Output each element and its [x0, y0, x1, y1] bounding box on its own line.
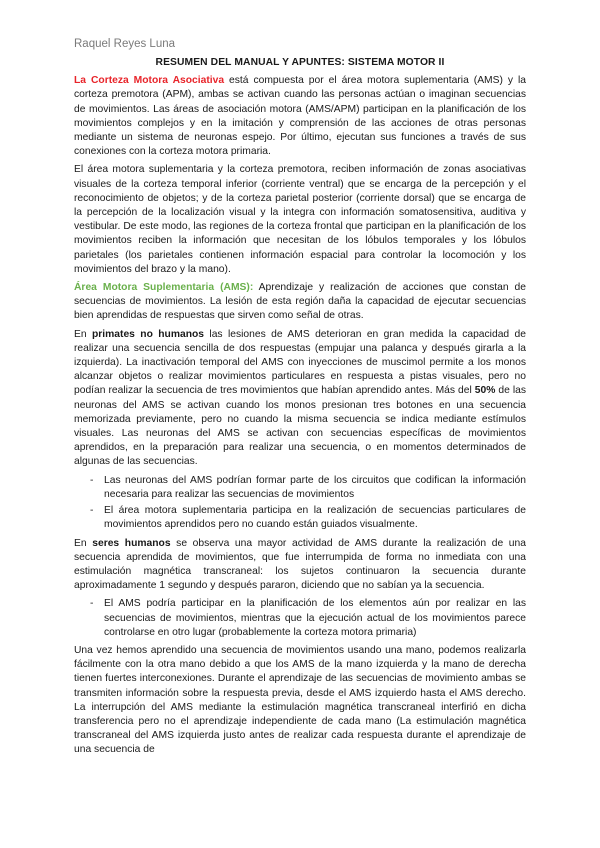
list-item-text: Las neuronas del AMS podrían formar parte de los circuitos que codifican la información necesaria para realizar las secuencias de movimientos: [104, 474, 526, 500]
author-name: Raquel Reyes Luna: [74, 38, 176, 50]
paragraph-text: se observa una mayor actividad de AMS durante la realización de una secuencia aprendida de movimientos, que fue interrumpida de forma no inmediata con una estimulación magnética transcraneal: los sujetos continuaron la secuencia durante aproximadamente 1 segundo y después pararon, diciendo que no sabían ya la secuencia.: [74, 537, 526, 592]
bold-primates-no-humanos: primates no humanos: [91, 328, 205, 340]
paragraph-text: de las neuronas del AMS se activan cuando los monos presionan tres botones en una secuencia memorizada previamente, pero no cuando la misma secuencia se indica mediante estímulos visuales. Las neuronas del AMS se activan con secuencias específicas de movimientos aprendidos, en la preparación para realizar una secuencia, o en momentos determinados de algunas de las secuencias.: [74, 385, 526, 468]
paragraph-corteza-motora-asociativa: [74, 74, 526, 159]
paragraph-primates: [74, 328, 526, 470]
page-title: RESUMEN DEL MANUAL Y APUNTES: SISTEMA MOTOR II: [155, 57, 445, 68]
list-item-text: El AMS podría participar en la planificación de los elementos aún por realizar en las secuencias de movimientos, mientras que la ejecución actual de los movimientos parece controlarse en otro lugar (probablemente la corteza motora primaria): [104, 598, 526, 638]
heading-area-motora-suplementaria: Área Motora Suplementaria (AMS):: [74, 282, 254, 294]
paragraph-ams: [74, 281, 526, 324]
paragraph-text: Aprendizaje y realización de acciones que constan de secuencias de movimientos. La lesión de esta región daña la capacidad de ejecutar secuencias bien aprendidas de respuestas que sirven como señal de otras.: [74, 282, 526, 322]
paragraph-text: las lesiones de AMS deterioran en gran medida la capacidad de realizar una secuencia sencilla de dos respuestas (empujar una palanca y después girarla a la izquierda). La inactivación temporal del AMS con inyecciones de muscimol permite a los monos alcanzar objetos o realizar movimientos particulares en respuesta a pistas visuales, pero no podían realizar la secuencia de tres movimientos que habían aprendido antes. Más del: [74, 328, 526, 397]
paragraph-seres-humanos: [74, 537, 526, 594]
heading-corteza-motora-asociativa: La Corteza Motora Asociativa: [74, 75, 225, 87]
list-item: - El área motora suplementaria participa en la realización de secuencias particulares de movimientos aprendidos pero no cuando están guiados visualmente.: [90, 505, 526, 531]
bullet-list-primates: [74, 474, 526, 533]
bold-seres-humanos: seres humanos: [92, 537, 171, 549]
paragraph-text: En: [74, 328, 92, 340]
bullet-list-humanos: [74, 597, 526, 640]
list-item: - Las neuronas del AMS podrían formar parte de los circuitos que codifican la información necesaria para realizar las secuencias de movimientos: [90, 474, 526, 500]
document-body: [74, 56, 526, 762]
list-item: - El AMS podría participar en la planificación de los elementos aún por realizar en las secuencias de movimientos, mientras que la ejecución actual de los movimientos parece controlarse en otro lugar (probablemente la corteza motora primaria): [90, 598, 526, 638]
paragraph-text: está compuesta por el área motora suplementaria (AMS) y la corteza premotora (APM), ambas se activan cuando las personas actúan o imaginan secuencias de movimientos. Las áreas de asociación motora (AMS/APM) participan en la planificación de los movimientos complejos y en la imitación y comprensión de las acciones de otras personas mediante un sistema de neuronas espejo. Por último, ejecutan sus funciones a través de sus conexiones con la corteza motora primaria.: [74, 75, 526, 158]
paragraph-text: En: [74, 537, 93, 549]
paragraph-transferencia-manos: Una vez hemos aprendido una secuencia de movimientos usando una mano, podemos realizarla fácilmente con la otra mano debido a que los AMS de la mano izquierda y la mano de derecha tienen fuertes interconexiones. Durante el aprendizaje de las secuencias de movimiento ambas se transmiten información sobre la respuesta previa, desde el AMS izquierdo hasta el AMS derecho. La interrupción del AMS mediante la estimulación magnética transcraneal interfirió en dicha transferencia pero no el aprendizaje independiente de cada mano (La estimulación magnética transcraneal del AMS izquierda justo antes de realizar cada respuesta durante el aprendizaje de una secuencia de: [74, 644, 526, 756]
bold-percentage: 50%: [474, 385, 496, 397]
paragraph-aferencias: El área motora suplementaria y la corteza premotora, reciben información de zonas asociativas visuales de la corteza temporal inferior (corriente ventral) que se encarga de la percepción y el reconocimiento de objetos; y de la corteza parietal posterior (corriente dorsal) que se encarga de la percepción de la localización visual y la integra con información somatosensitiva, auditiva y vestibular. De este modo, las regiones de la corteza frontal que participan en la planificación de los movimientos reciben la información que necesitan de los lóbulos temporales y los lóbulos parietales (los parietales contienen información espacial para controlar la locomoción y los movimientos del brazo y la mano).: [74, 164, 526, 275]
list-item-text: El área motora suplementaria participa en la realización de secuencias particulares de movimientos aprendidos pero no cuando están guiados visualmente.: [104, 505, 526, 531]
